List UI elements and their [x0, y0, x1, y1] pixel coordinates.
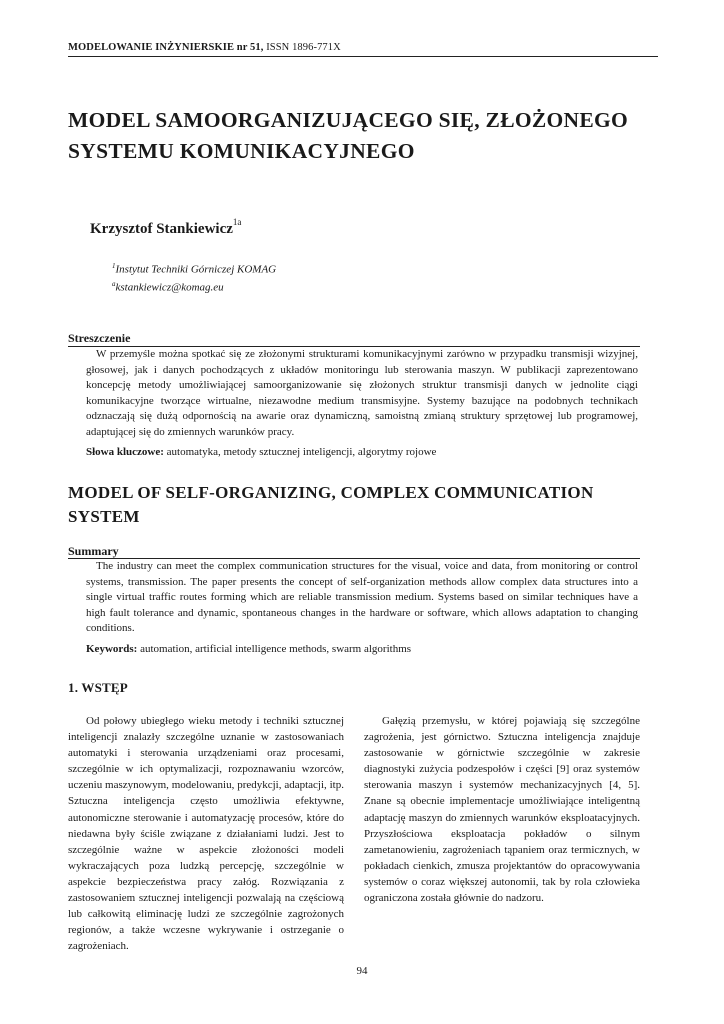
intro-column-right: Gałęzią przemysłu, w której pojawiają się szczególne zagrożenia, jest górnictwo. Sztuczna inteligencja znajduje zastosowanie w górnictwie szczególnie w zakresie diagnostyki zużycia podzespołów i części [9] oraz systemów sterowania maszyn i systemów mechanizacyjnych [4, 5]. Znane są obecnie implementacje umożliwiające inteligentną adaptację maszyn do zmiennych warunków eksploatacyjnych. Przyszłościowa eksploatacja pokładów o silnym zametanowieniu, zagrożeniach tąpaniem oraz termicznych, w pokładach cienkich, zmusza projektantów do opracowywania systemów o coraz większej autonomii, tak by rola człowieka ograniczona została głównie do nadzoru.: [364, 715, 640, 905]
running-header: [68, 42, 658, 53]
abstract-pl-text: W przemyśle można spotkać się ze złożonymi strukturami komunikacyjnymi zarówno w przypadku transmisji wizyjnej, głosowej, jak i danych pochodzących z układów monitoringu lub sterowania maszyn. W publikacji zaprezentowano koncepcję metody umożliwiającej samoorganizowanie się złożonych struktur transmisji danych w jednolite ciągi komunikacyjne tworzące wirtualne, niezawodne medium transmisyjne. Systemy bazujące na podobnych technikach odznaczają się dużą odpornością na awarie oraz dynamiczną, samoistną zmianą struktury sprzętowej lub programowej, adaptującej się do zmiennych warunków pracy.: [86, 348, 638, 438]
author-name: Krzysztof Stankiewicz: [90, 221, 233, 237]
affiliation-institute: $^1$Instytut Techniki Górniczej KOMAG: [112, 262, 277, 276]
keywords-en-label: Keywords:: [86, 643, 138, 655]
keywords-en-values: automation, artificial intelligence methods, swarm algorithms: [140, 643, 412, 655]
journal-name: MODELOWANIE INŻYNIERSKIE nr 51,: [68, 42, 264, 53]
page-number: 94: [356, 965, 368, 977]
keywords-en: [86, 643, 638, 655]
author: [90, 219, 241, 238]
section-heading-intro: 1. WSTĘP: [68, 680, 128, 695]
author-affiliation-mark: 1a: [232, 217, 242, 227]
affiliation-email: $^a$kstankiewicz@komag.eu: [112, 280, 224, 294]
keywords-pl: [86, 446, 638, 458]
keywords-pl-values: automatyka, metody sztucznej inteligencji, algorytmy rojowe: [166, 446, 437, 458]
abstract-pl-label: Streszczenie: [68, 331, 131, 345]
header-rule: [68, 56, 658, 57]
keywords-pl-label: Słowa kluczowe:: [86, 446, 164, 458]
intro-column-left: Od połowy ubiegłego wieku metody i techniki sztucznej inteligencji znalazły szczególne uznanie w zastosowaniach automatyki i sterowania urządzeniami oraz procesami, szczególnie w ich optymalizacji, rozpoznawaniu wzorców, uczeniu maszynowym, modelowaniu, predykcji, adaptacji, itp. Sztuczna inteligencja często umożliwia efektywne, autonomiczne sterowanie i automatyzację procesów, które do niedawna były ściśle związane z działaniami ludzi. Jest to szczególnie ważne w aspekcie złożoności modeli wykraczających poza ludzką percepcję, szczególnie w aspekcie bezpieczeństwa pracy załóg. Rozwiązania z zastosowaniem sztucznej inteligencji pozwalają na częściową lub całkowitą eliminację ludzi ze szczególnie zagrożonych regionów, a także wczesne wykrywanie i ostrzeganie o zagrożeniach.: [68, 715, 344, 953]
issn: ISSN 1896-771X: [266, 42, 341, 53]
abstract-en-label: Summary: [68, 544, 119, 558]
abstract-en-text: The industry can meet the complex communication structures for the visual, voice and data, from monitoring or control systems, transmission. The paper presents the concept of self-organization methods allow complex data structures into a single virtual traffic routes forming which are reliable transmission medium. Systems based on similar techniques have a high fault tolerance and dynamic, spontaneous changes in the hardware or software, which allows adaptation to changing conditions.: [86, 560, 638, 635]
paper-title-pl: MODEL SAMOORGANIZUJĄCEGO SIĘ, ZŁOŻONEGO SYSTEMU KOMUNIKACYJNEGO: [68, 108, 629, 163]
paper-title-en: MODEL OF SELF-ORGANIZING, COMPLEX COMMUNICATION SYSTEM: [68, 483, 594, 526]
